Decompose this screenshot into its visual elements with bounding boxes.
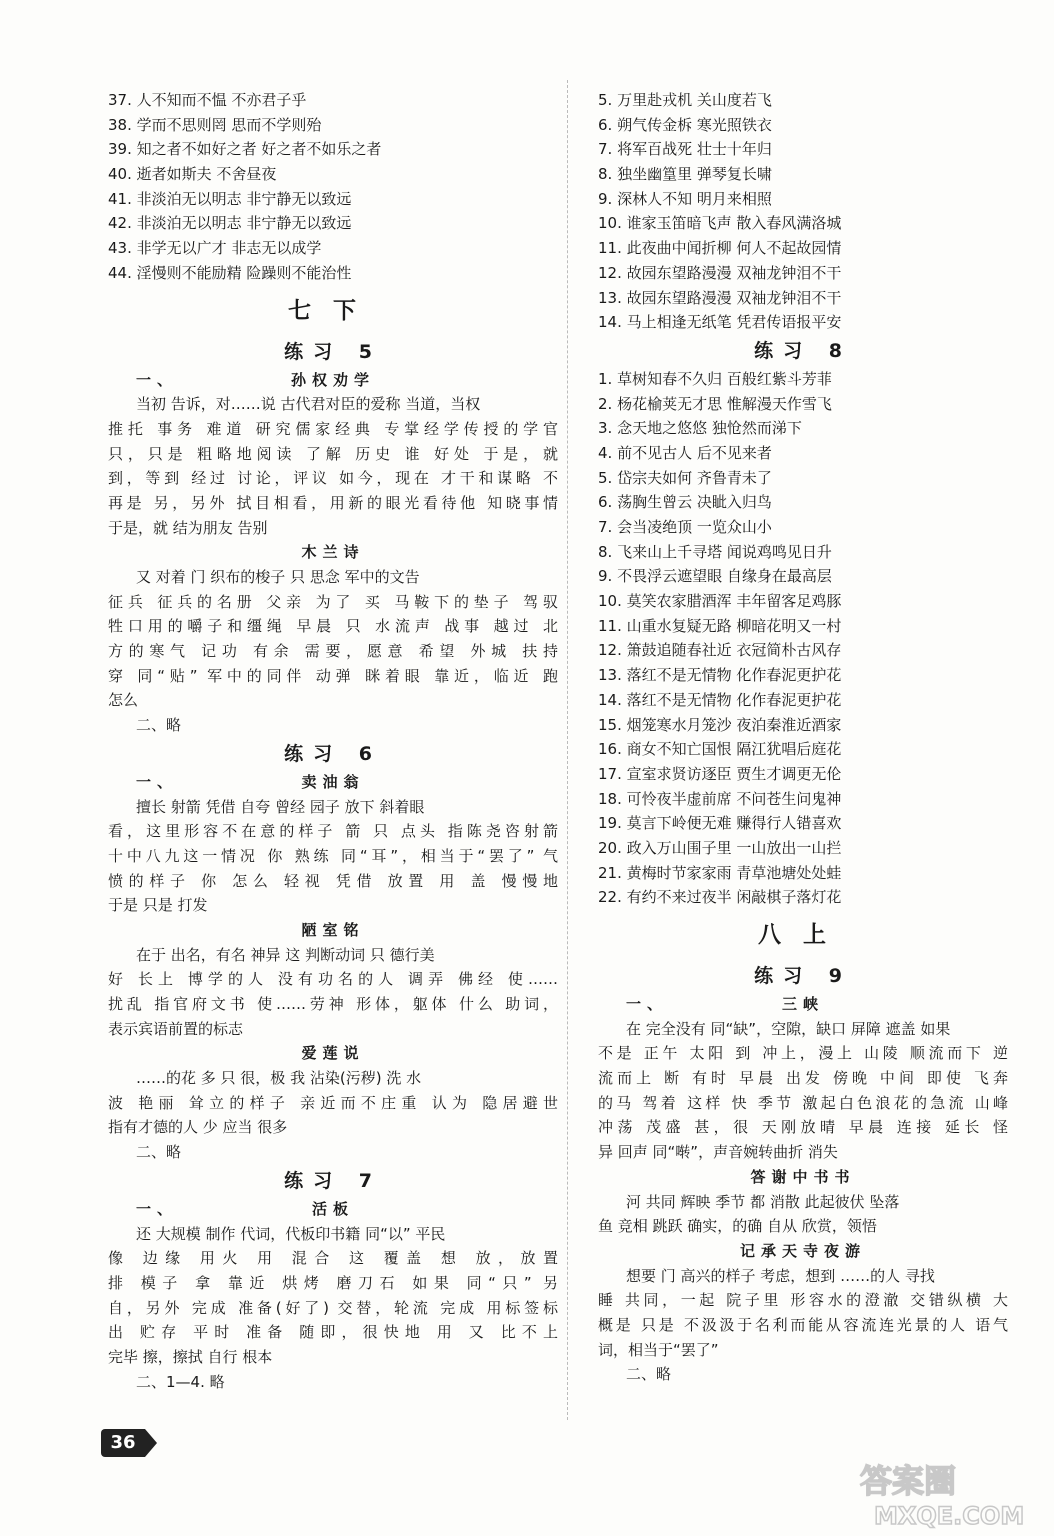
page-chevron-icon — [145, 1429, 157, 1457]
answer-line: 41. 非淡泊无以明志 非宁静无以致远 — [108, 189, 352, 208]
passage-title: 陋室铭 — [301, 920, 365, 939]
answer-line: 还 大规模 制作 代词，代板印书籍 同“以” 平民 — [136, 1224, 446, 1243]
answer-line: 9. 不畏浮云遮望眼 自缘身在最高层 — [598, 567, 832, 586]
watermark — [850, 1452, 1050, 1532]
answer-line: 15. 烟笼寒水月笼沙 夜泊秦淮近酒家 — [598, 715, 842, 734]
answer-line: 9. 深林人不知 明月来相照 — [598, 189, 772, 208]
answer-line: 波 艳丽 耸立的样子 亲近而不庄重 认为 隐居避世 — [108, 1093, 558, 1112]
unit-heading: 八上 — [758, 922, 848, 948]
answer-line: 的马 驾着 这样 快 季节 激起白色浪花的急流 山峰 — [598, 1093, 1008, 1112]
answer-line: 20. 政入万山围子里 一山放出一山拦 — [598, 838, 842, 857]
answer-line: 征兵 征兵的名册 父亲 为了 买 马鞍下的垫子 驾驭 — [108, 592, 558, 611]
answer-line: 好 长上 博学的人 没有功名的人 调弄 佛经 使…… — [108, 970, 558, 989]
answer-line: 擅长 射箭 凭借 自夸 曾经 园子 放下 斜着眼 — [136, 797, 425, 816]
answer-line: 鱼 竞相 跳跃 确实，的确 自从 欣赏，领悟 — [598, 1217, 877, 1236]
answer-line: 像 边缘 用火 用 混合 这 覆盖 想 放，放置 — [108, 1249, 558, 1268]
answer-line: 自，另外 完成 准备(好了) 交替，轮流 完成 用标签标 — [108, 1298, 558, 1317]
answer-line: 推托 事务 难道 研究儒家经典 专掌经学传授的学官 — [108, 419, 558, 438]
passage-title: 卖油翁 — [301, 772, 365, 791]
answer-line: 异 回声 同“啭”，声音婉转曲折 消失 — [598, 1143, 838, 1162]
answer-line: 13. 落红不是无情物 化作春泥更护花 — [598, 666, 842, 685]
answer-line: 11. 山重水复疑无路 柳暗花明又一村 — [598, 616, 842, 635]
answer-line: 穿 同“贴” 军中的同伴 动弹 眯着眼 靠近，临近 跑 — [108, 666, 558, 685]
answer-line: 4. 前不见古人 后不见来者 — [598, 443, 772, 462]
passage-title: 三峡 — [781, 995, 824, 1013]
unit-heading: 七下 — [288, 297, 378, 324]
answer-line: ……的花 多 只 很，极 我 沾染(污秽) 洗 水 — [136, 1069, 422, 1088]
question-label: 一、 — [136, 772, 179, 791]
answer-line: 到，等到 经过 讨论，评议 如今，现在 才干和谋略 不 — [108, 469, 558, 488]
answer-line: 5. 岱宗夫如何 齐鲁青未了 — [598, 468, 772, 487]
answer-line: 16. 商女不知亡国恨 隔江犹唱后庭花 — [598, 740, 842, 759]
answer-line: 5. 万里赴戎机 关山度若飞 — [598, 91, 772, 109]
answer-line: 14. 落红不是无情物 化作春泥更护花 — [598, 690, 842, 709]
answer-line: 22. 有约不来过夜半 闲敲棋子落灯花 — [598, 888, 842, 907]
answer-line: 1. 草树知春不久归 百般红紫斗芳菲 — [598, 369, 832, 388]
passage-title: 记承天寺夜游 — [739, 1241, 866, 1260]
page-number: 36 — [101, 1429, 145, 1457]
answer-line: 扰乱 指官府文书 使……劳神 形体，躯体 什么 助词， — [108, 995, 558, 1013]
passage-title: 木兰诗 — [301, 543, 365, 562]
answer-line: 不是 正午 太阳 到 冲上，漫上 山陵 顺流而下 逆 — [598, 1044, 1008, 1063]
answer-line: 看，这里形容不在意的样子 箭 只 点头 指陈尧咨射箭 — [108, 822, 558, 841]
answer-line: 在于 出名，有名 神异 这 判断动词 只 德行美 — [136, 945, 435, 964]
answer-line: 2. 杨花榆荚无才思 惟解漫天作雪飞 — [598, 394, 832, 413]
question-label: 一、 — [626, 995, 669, 1013]
answer-line: 6. 荡胸生曾云 决眦入归鸟 — [598, 493, 772, 512]
answer-line: 44. 淫慢则不能励精 险躁则不能治性 — [108, 263, 352, 282]
answer-line: 在 完全没有 同“缺”，空隙，缺口 屏障 遮盖 如果 — [626, 1019, 951, 1038]
question-label: 一、 — [136, 1199, 179, 1218]
exercise-heading: 练习 9 — [754, 965, 852, 987]
answer-line: 于是 只是 打发 — [108, 896, 208, 915]
answer-line: 出 贮存 平时 准备 随即，很快地 用 又 比不上 — [108, 1323, 558, 1342]
answer-line: 13. 故园东望路漫漫 双袖龙钟泪不干 — [598, 288, 842, 307]
answer-line: 19. 莫言下岭便无难 赚得行人错喜欢 — [598, 814, 842, 833]
answer-line: 17. 宣室求贤访逐臣 贾生才调更无伦 — [598, 764, 842, 783]
passage-title: 孙权劝学 — [290, 370, 375, 389]
passage-title: 答谢中书书 — [750, 1167, 856, 1186]
answer-line: 只，只是 粗略地阅读 了解 历史 谁 好处 于是，就 — [108, 444, 558, 463]
watermark-logo: 答案圈 — [860, 1462, 957, 1500]
column-divider — [567, 80, 568, 1420]
watermark-url: MXQE.COM — [874, 1502, 1025, 1530]
answer-line: 牲口用的嚼子和缰绳 早晨 只 水流声 战事 越过 北 — [108, 617, 558, 636]
answer-line: 40. 逝者如斯夫 不舍昼夜 — [108, 165, 277, 184]
answer-line: 7. 会当凌绝顶 一览众山小 — [598, 518, 772, 536]
answer-line: 39. 知之者不如好之者 好之者不如乐之者 — [108, 140, 382, 159]
answer-line: 二、略 — [626, 1365, 672, 1384]
answer-line: 12. 箫鼓追随春社近 衣冠简朴古风存 — [598, 641, 842, 660]
answer-line: 概是 只是 不汲汲于名利而能从容流连光景的人 语气 — [598, 1315, 1008, 1334]
answer-line: 11. 此夜曲中闻折柳 何人不起故园情 — [598, 239, 842, 258]
exercise-heading: 练习 6 — [284, 742, 382, 765]
answer-line: 完毕 擦，擦拭 自行 根本 — [108, 1347, 273, 1366]
answer-line: 43. 非学无以广才 非志无以成学 — [108, 239, 322, 258]
answer-line: 10. 莫笑农家腊酒浑 丰年留客足鸡豚 — [598, 592, 842, 611]
answer-line: 当初 告诉，对……说 古代君对臣的爱称 当道，当权 — [136, 395, 481, 414]
passage-title: 爱莲说 — [301, 1044, 365, 1063]
left-column — [108, 88, 558, 1394]
answer-line: 二、略 — [136, 716, 182, 735]
answer-line: 方的寒气 记功 有余 需要，愿意 希望 外城 扶持 — [108, 642, 558, 661]
answer-line: 14. 马上相逢无纸笔 凭君传语报平安 — [598, 313, 842, 332]
answer-line: 词，相当于“罢了” — [598, 1340, 719, 1359]
answer-line: 18. 可怜夜半虚前席 不问苍生问鬼神 — [598, 789, 842, 808]
answer-line: 12. 故园东望路漫漫 双袖龙钟泪不干 — [598, 263, 842, 282]
passage-title: 活板 — [311, 1199, 354, 1218]
answer-line: 38. 学而不思则罔 思而不学则殆 — [108, 115, 322, 134]
answer-line: 10. 谁家玉笛暗飞声 散入春风满洛城 — [598, 214, 842, 233]
answer-line: 冲荡 茂盛 甚，很 天刚放晴 早晨 连接 延长 怪 — [598, 1118, 1008, 1137]
right-column — [598, 88, 1008, 1387]
answer-line: 于是，就 结为朋友 告别 — [108, 518, 268, 537]
answer-line: 42. 非淡泊无以明志 非宁静无以致远 — [108, 214, 352, 233]
answer-line: 睡 共同，一起 院子里 形容水的澄澈 交错纵横 大 — [598, 1291, 1008, 1310]
exercise-heading: 练习 7 — [284, 1169, 382, 1192]
answer-line: 21. 黄梅时节家家雨 青草池塘处处蛙 — [598, 863, 842, 882]
answer-line: 37. 人不知而不愠 不亦君子乎 — [108, 91, 307, 109]
answer-line: 7. 将军百战死 壮士十年归 — [598, 140, 772, 159]
answer-line: 表示宾语前置的标志 — [108, 1019, 244, 1038]
answer-line: 8. 独坐幽篁里 弹琴复长啸 — [598, 165, 772, 184]
answer-line: 怎么 — [108, 691, 139, 710]
answer-line: 再是 另，另外 拭目相看，用新的眼光看待他 知晓事情 — [108, 493, 558, 512]
question-label: 一、 — [136, 370, 179, 389]
answer-line: 十中八九这一情况 你 熟练 同“耳”，相当于“罢了” 气 — [108, 846, 558, 865]
section-heading — [108, 770, 558, 795]
exercise-heading: 练习 5 — [284, 340, 382, 363]
answer-line: 指有才德的人 少 应当 很多 — [108, 1118, 288, 1137]
answer-line: 排 模子 拿 靠近 烘烤 磨刀石 如果 同“只” 另 — [108, 1273, 558, 1292]
answer-line: 又 对着 门 织布的梭子 只 思念 军中的文告 — [136, 568, 420, 586]
answer-line: 愤的样子 你 怎么 轻视 凭借 放置 用 盖 慢慢地 — [108, 871, 558, 890]
section-heading — [108, 1197, 558, 1222]
section-heading — [598, 992, 1008, 1017]
answer-line: 二、略 — [136, 1143, 182, 1162]
answer-line: 想要 门 高兴的样子 考虑，想到 ……的人 寻找 — [626, 1266, 935, 1285]
section-heading — [108, 368, 558, 393]
answer-line: 河 共同 辉映 季节 都 消散 此起彼伏 坠落 — [626, 1192, 900, 1211]
exercise-heading: 练习 8 — [754, 339, 852, 362]
answer-line: 8. 飞来山上千寻塔 闻说鸡鸣见日升 — [598, 542, 832, 561]
answer-line: 流而上 断 有时 早晨 出发 傍晚 中间 即使 飞奔 — [598, 1069, 1008, 1088]
answer-line: 3. 念天地之悠悠 独怆然而涕下 — [598, 419, 802, 438]
answer-line: 二、1—4. 略 — [136, 1372, 225, 1391]
answer-line: 6. 朔气传金柝 寒光照铁衣 — [598, 115, 772, 134]
